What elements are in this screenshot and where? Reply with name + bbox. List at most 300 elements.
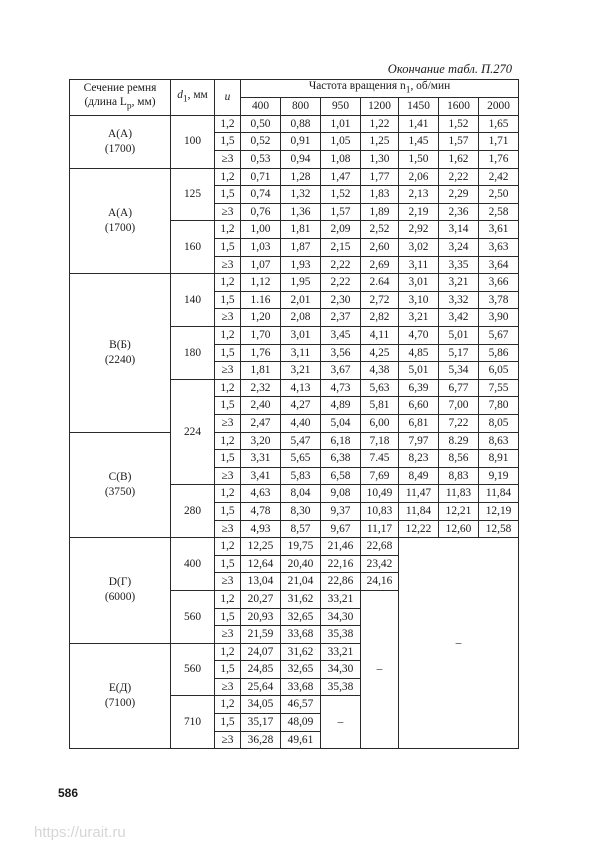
value-cell: 5,83 xyxy=(281,467,321,485)
value-cell: 2,42 xyxy=(479,168,519,186)
u-cell: 1,2 xyxy=(215,538,241,556)
header-d1-var: d xyxy=(177,88,183,101)
value-cell: 3,90 xyxy=(479,309,519,327)
value-cell: 8,23 xyxy=(399,450,439,468)
value-cell: 32,65 xyxy=(281,661,321,679)
value-cell: 6,77 xyxy=(439,379,479,397)
u-cell: ≥3 xyxy=(215,678,241,696)
value-cell: 3,64 xyxy=(479,256,519,274)
u-cell: ≥3 xyxy=(215,626,241,644)
value-cell: 1,05 xyxy=(321,133,361,151)
value-cell: 4,85 xyxy=(399,344,439,362)
u-cell: 1,2 xyxy=(215,221,241,239)
value-cell: 4,78 xyxy=(241,502,281,520)
u-cell: 1,2 xyxy=(215,274,241,292)
u-cell: ≥3 xyxy=(215,520,241,538)
value-cell: 25,64 xyxy=(241,678,281,696)
section-name: A(A) xyxy=(107,127,133,140)
header-u-var: u xyxy=(224,90,231,103)
value-cell: 11,47 xyxy=(399,485,439,503)
value-cell: 1,45 xyxy=(399,133,439,151)
value-cell: 2,36 xyxy=(439,203,479,221)
value-cell: 4,38 xyxy=(361,362,399,380)
value-cell: 7.45 xyxy=(361,450,399,468)
u-cell: 1,5 xyxy=(215,291,241,309)
freq-col: 950 xyxy=(321,98,361,116)
value-cell: 6,18 xyxy=(321,432,361,450)
value-cell: 12,58 xyxy=(479,520,519,538)
freq-col: 800 xyxy=(281,98,321,116)
value-cell: 48,09 xyxy=(281,714,321,732)
value-cell: 24,85 xyxy=(241,661,281,679)
value-cell: 34,30 xyxy=(321,608,361,626)
value-cell: 10,83 xyxy=(361,502,399,520)
freq-col: 2000 xyxy=(479,98,519,116)
u-cell: 1,5 xyxy=(215,555,241,573)
value-cell: 4,93 xyxy=(241,520,281,538)
value-cell: 4,25 xyxy=(361,344,399,362)
value-cell: 1,81 xyxy=(281,221,321,239)
value-cell: 0,91 xyxy=(281,133,321,151)
value-cell: 5,01 xyxy=(399,362,439,380)
u-cell: ≥3 xyxy=(215,151,241,169)
u-cell: 1,2 xyxy=(215,485,241,503)
value-cell: 22,86 xyxy=(321,573,361,591)
value-cell: 8,57 xyxy=(281,520,321,538)
value-cell: 21,04 xyxy=(281,573,321,591)
value-cell: 2.64 xyxy=(361,274,399,292)
value-cell: 10,49 xyxy=(361,485,399,503)
d1-cell: 180 xyxy=(171,327,215,380)
value-cell: 0,53 xyxy=(241,151,281,169)
value-cell: 3,66 xyxy=(479,274,519,292)
value-cell: 4,40 xyxy=(281,414,321,432)
value-cell: 33,21 xyxy=(321,643,361,661)
value-cell: 3,45 xyxy=(321,327,361,345)
value-cell: 1,03 xyxy=(241,239,281,257)
section-name: E(Д) xyxy=(108,681,132,694)
value-cell: 6,05 xyxy=(479,362,519,380)
value-cell: 46,57 xyxy=(281,696,321,714)
section-cell xyxy=(70,274,171,432)
value-cell: 12,60 xyxy=(439,520,479,538)
value-cell: 1,57 xyxy=(321,203,361,221)
value-cell: 1,25 xyxy=(361,133,399,151)
value-cell: 3,21 xyxy=(439,274,479,292)
section-length: (6000) xyxy=(104,591,136,604)
value-cell: 1,07 xyxy=(241,256,281,274)
belt-power-table xyxy=(69,79,519,749)
value-cell: 24,07 xyxy=(241,643,281,661)
header-frequency-label: Частота вращения n xyxy=(308,80,406,92)
value-cell: 0,94 xyxy=(281,151,321,169)
d1-cell: 560 xyxy=(171,643,215,696)
value-cell: 33,68 xyxy=(281,678,321,696)
u-cell: 1,5 xyxy=(215,502,241,520)
section-length: (1700) xyxy=(104,221,136,234)
value-cell: 5,01 xyxy=(439,327,479,345)
d1-cell: 224 xyxy=(171,379,215,485)
value-cell: 9,19 xyxy=(479,467,519,485)
section-name: C(B) xyxy=(108,470,132,483)
value-cell: 2,30 xyxy=(321,291,361,309)
header-section-sub: р xyxy=(126,101,132,112)
u-cell: 1,2 xyxy=(215,327,241,345)
value-cell: 2,08 xyxy=(281,309,321,327)
value-cell: 7,18 xyxy=(361,432,399,450)
d1-cell: 100 xyxy=(171,115,215,168)
value-cell: 11,17 xyxy=(361,520,399,538)
value-cell: 2,06 xyxy=(399,168,439,186)
header-section xyxy=(70,80,171,116)
value-cell: 3,67 xyxy=(321,362,361,380)
u-cell: 1,2 xyxy=(215,168,241,186)
u-cell: ≥3 xyxy=(215,414,241,432)
value-cell: 20,40 xyxy=(281,555,321,573)
u-cell: 1,2 xyxy=(215,432,241,450)
value-cell: 33,68 xyxy=(281,626,321,644)
value-cell: 24,16 xyxy=(361,573,399,591)
value-cell: 36,28 xyxy=(241,731,281,749)
section-length: (7100) xyxy=(104,696,136,709)
value-cell: 4,13 xyxy=(281,379,321,397)
value-cell: 1,00 xyxy=(241,221,281,239)
value-cell: 6,81 xyxy=(399,414,439,432)
value-cell: 8.29 xyxy=(439,432,479,450)
value-cell: 3,35 xyxy=(439,256,479,274)
value-cell: 12,22 xyxy=(399,520,439,538)
header-d1-end: , мм xyxy=(187,88,208,101)
section-name: D(Г) xyxy=(108,576,132,589)
value-cell: 13,04 xyxy=(241,573,281,591)
table-row xyxy=(70,432,519,450)
value-cell: 4,11 xyxy=(361,327,399,345)
value-cell: 2,01 xyxy=(281,291,321,309)
u-cell: ≥3 xyxy=(215,573,241,591)
value-cell: 1,28 xyxy=(281,168,321,186)
value-cell: 11,84 xyxy=(399,502,439,520)
value-cell: 0,88 xyxy=(281,115,321,133)
value-cell: 49,61 xyxy=(281,731,321,749)
value-cell: 31,62 xyxy=(281,643,321,661)
value-cell: 1,93 xyxy=(281,256,321,274)
value-cell: 6,38 xyxy=(321,450,361,468)
value-cell: 3,63 xyxy=(479,239,519,257)
u-cell: ≥3 xyxy=(215,203,241,221)
value-cell: 7,00 xyxy=(439,397,479,415)
table-row xyxy=(70,168,519,186)
value-cell: 8,30 xyxy=(281,502,321,520)
value-cell: 21,46 xyxy=(321,538,361,556)
freq-col: 400 xyxy=(241,98,281,116)
u-cell: 1,5 xyxy=(215,344,241,362)
freq-col: 1200 xyxy=(361,98,399,116)
value-cell: 1,76 xyxy=(479,151,519,169)
value-cell: 2,32 xyxy=(241,379,281,397)
value-cell: 5,81 xyxy=(361,397,399,415)
value-cell: 3,10 xyxy=(399,291,439,309)
empty-value-dash: – xyxy=(321,696,361,749)
value-cell: 1,76 xyxy=(241,344,281,362)
value-cell: 2,09 xyxy=(321,221,361,239)
value-cell: 3,14 xyxy=(439,221,479,239)
page-number: 586 xyxy=(58,786,79,800)
value-cell: 35,38 xyxy=(321,626,361,644)
value-cell: 4,63 xyxy=(241,485,281,503)
header-frequency xyxy=(241,80,519,98)
value-cell: 1,65 xyxy=(479,115,519,133)
value-cell: 8,91 xyxy=(479,450,519,468)
table-row xyxy=(70,115,519,133)
u-cell: ≥3 xyxy=(215,362,241,380)
value-cell: 21,59 xyxy=(241,626,281,644)
value-cell: 34,30 xyxy=(321,661,361,679)
value-cell: 12,64 xyxy=(241,555,281,573)
value-cell: 1.16 xyxy=(241,291,281,309)
value-cell: 2,13 xyxy=(399,186,439,204)
section-name: B(Б) xyxy=(109,338,131,351)
u-cell: 1,5 xyxy=(215,661,241,679)
value-cell: 8,05 xyxy=(479,414,519,432)
u-cell: 1,2 xyxy=(215,696,241,714)
value-cell: 34,05 xyxy=(241,696,281,714)
value-cell: 9,08 xyxy=(321,485,361,503)
u-cell: 1,5 xyxy=(215,133,241,151)
section-cell xyxy=(70,115,171,168)
d1-cell: 125 xyxy=(171,168,215,221)
value-cell: 7,55 xyxy=(479,379,519,397)
value-cell: 3,61 xyxy=(479,221,519,239)
value-cell: 2,22 xyxy=(321,256,361,274)
value-cell: 6,00 xyxy=(361,414,399,432)
value-cell: 5,63 xyxy=(361,379,399,397)
value-cell: 2,82 xyxy=(361,309,399,327)
empty-value-dash: – xyxy=(399,538,519,749)
u-cell: ≥3 xyxy=(215,309,241,327)
value-cell: 35,17 xyxy=(241,714,281,732)
value-cell: 35,38 xyxy=(321,678,361,696)
value-cell: 32,65 xyxy=(281,608,321,626)
value-cell: 4,89 xyxy=(321,397,361,415)
value-cell: 1,89 xyxy=(361,203,399,221)
value-cell: 11,84 xyxy=(479,485,519,503)
value-cell: 6,39 xyxy=(399,379,439,397)
value-cell: 1,87 xyxy=(281,239,321,257)
u-cell: 1,2 xyxy=(215,115,241,133)
header-d1 xyxy=(171,80,215,116)
header-d1-sub: 1 xyxy=(182,94,188,105)
value-cell: 5,86 xyxy=(479,344,519,362)
value-cell: 1,08 xyxy=(321,151,361,169)
value-cell: 23,42 xyxy=(361,555,399,573)
u-cell: 1,5 xyxy=(215,397,241,415)
value-cell: 3,32 xyxy=(439,291,479,309)
u-cell: 1,2 xyxy=(215,379,241,397)
value-cell: 1,77 xyxy=(361,168,399,186)
u-cell: 1,5 xyxy=(215,186,241,204)
value-cell: 5,67 xyxy=(479,327,519,345)
value-cell: 1,62 xyxy=(439,151,479,169)
empty-value-dash: – xyxy=(361,590,399,748)
d1-cell: 280 xyxy=(171,485,215,538)
value-cell: 1,70 xyxy=(241,327,281,345)
header-u xyxy=(215,80,241,116)
d1-cell: 560 xyxy=(171,590,215,643)
value-cell: 20,93 xyxy=(241,608,281,626)
section-length: (2240) xyxy=(104,353,136,366)
section-cell xyxy=(70,168,171,274)
value-cell: 5,04 xyxy=(321,414,361,432)
value-cell: 7,69 xyxy=(361,467,399,485)
value-cell: 1,57 xyxy=(439,133,479,151)
value-cell: 1,83 xyxy=(361,186,399,204)
u-cell: 1,5 xyxy=(215,450,241,468)
value-cell: 1,71 xyxy=(479,133,519,151)
table-row xyxy=(70,274,519,292)
value-cell: 3,41 xyxy=(241,467,281,485)
value-cell: 2,72 xyxy=(361,291,399,309)
value-cell: 8,04 xyxy=(281,485,321,503)
value-cell: 0,71 xyxy=(241,168,281,186)
value-cell: 20,27 xyxy=(241,590,281,608)
u-cell: ≥3 xyxy=(215,256,241,274)
freq-col: 1600 xyxy=(439,98,479,116)
header-section-end: , мм) xyxy=(131,96,156,109)
value-cell: 1,30 xyxy=(361,151,399,169)
value-cell: 4,73 xyxy=(321,379,361,397)
header-frequency-end: , об/мин xyxy=(410,80,451,92)
table-caption: Окончание табл. П.270 xyxy=(387,62,512,76)
value-cell: 2,52 xyxy=(361,221,399,239)
value-cell: 2,29 xyxy=(439,186,479,204)
value-cell: 1,52 xyxy=(439,115,479,133)
value-cell: 8,49 xyxy=(399,467,439,485)
value-cell: 31,62 xyxy=(281,590,321,608)
value-cell: 1,52 xyxy=(321,186,361,204)
value-cell: 2,40 xyxy=(241,397,281,415)
section-cell xyxy=(70,432,171,538)
value-cell: 2,47 xyxy=(241,414,281,432)
value-cell: 2,92 xyxy=(399,221,439,239)
value-cell: 5,65 xyxy=(281,450,321,468)
value-cell: 3,42 xyxy=(439,309,479,327)
value-cell: 2,19 xyxy=(399,203,439,221)
value-cell: 2,58 xyxy=(479,203,519,221)
section-length: (1700) xyxy=(104,142,136,155)
value-cell: 3,20 xyxy=(241,432,281,450)
value-cell: 6,58 xyxy=(321,467,361,485)
section-cell xyxy=(70,643,171,749)
section-name: A(A) xyxy=(107,206,133,219)
value-cell: 3,78 xyxy=(479,291,519,309)
section-cell xyxy=(70,538,171,644)
value-cell: 1,36 xyxy=(281,203,321,221)
value-cell: 3,21 xyxy=(399,309,439,327)
header-section-label: Сечение ремня (длина L xyxy=(83,82,157,109)
section-length: (3750) xyxy=(104,485,136,498)
value-cell: 2,22 xyxy=(321,274,361,292)
d1-cell: 140 xyxy=(171,274,215,327)
value-cell: 5,47 xyxy=(281,432,321,450)
value-cell: 12,25 xyxy=(241,538,281,556)
value-cell: 2,15 xyxy=(321,239,361,257)
value-cell: 12,19 xyxy=(479,502,519,520)
value-cell: 1,12 xyxy=(241,274,281,292)
value-cell: 3,56 xyxy=(321,344,361,362)
value-cell: 9,67 xyxy=(321,520,361,538)
value-cell: 0,74 xyxy=(241,186,281,204)
value-cell: 3,01 xyxy=(399,274,439,292)
value-cell: 1,01 xyxy=(321,115,361,133)
value-cell: 3,02 xyxy=(399,239,439,257)
value-cell: 3,31 xyxy=(241,450,281,468)
value-cell: 2,50 xyxy=(479,186,519,204)
value-cell: 12,21 xyxy=(439,502,479,520)
value-cell: 1,20 xyxy=(241,309,281,327)
u-cell: 1,5 xyxy=(215,714,241,732)
value-cell: 3,21 xyxy=(281,362,321,380)
freq-col: 1450 xyxy=(399,98,439,116)
value-cell: 9,37 xyxy=(321,502,361,520)
value-cell: 7,80 xyxy=(479,397,519,415)
u-cell: 1,2 xyxy=(215,590,241,608)
value-cell: 3,11 xyxy=(281,344,321,362)
value-cell: 6,60 xyxy=(399,397,439,415)
value-cell: 1,95 xyxy=(281,274,321,292)
source-watermark[interactable]: https://urait.ru xyxy=(34,824,126,841)
value-cell: 1,22 xyxy=(361,115,399,133)
header-frequency-sub: 1 xyxy=(405,85,411,96)
d1-cell: 400 xyxy=(171,538,215,591)
value-cell: 1,50 xyxy=(399,151,439,169)
value-cell: 0,50 xyxy=(241,115,281,133)
value-cell: 0,52 xyxy=(241,133,281,151)
value-cell: 0,76 xyxy=(241,203,281,221)
u-cell: 1,5 xyxy=(215,608,241,626)
u-cell: 1,5 xyxy=(215,239,241,257)
value-cell: 7,97 xyxy=(399,432,439,450)
d1-cell: 160 xyxy=(171,221,215,274)
d1-cell: 710 xyxy=(171,696,215,749)
value-cell: 8,63 xyxy=(479,432,519,450)
value-cell: 4,70 xyxy=(399,327,439,345)
value-cell: 1,47 xyxy=(321,168,361,186)
value-cell: 1,41 xyxy=(399,115,439,133)
value-cell: 3,24 xyxy=(439,239,479,257)
value-cell: 22,16 xyxy=(321,555,361,573)
value-cell: 8,83 xyxy=(439,467,479,485)
value-cell: 5,34 xyxy=(439,362,479,380)
value-cell: 2,37 xyxy=(321,309,361,327)
value-cell: 1,81 xyxy=(241,362,281,380)
u-cell: 1,2 xyxy=(215,643,241,661)
value-cell: 11,83 xyxy=(439,485,479,503)
value-cell: 7,22 xyxy=(439,414,479,432)
value-cell: 19,75 xyxy=(281,538,321,556)
value-cell: 3,01 xyxy=(281,327,321,345)
value-cell: 22,68 xyxy=(361,538,399,556)
u-cell: ≥3 xyxy=(215,731,241,749)
value-cell: 2,22 xyxy=(439,168,479,186)
u-cell: ≥3 xyxy=(215,467,241,485)
value-cell: 33,21 xyxy=(321,590,361,608)
table-row xyxy=(70,538,519,556)
value-cell: 8,56 xyxy=(439,450,479,468)
value-cell: 2,69 xyxy=(361,256,399,274)
value-cell: 5,17 xyxy=(439,344,479,362)
value-cell: 2,60 xyxy=(361,239,399,257)
value-cell: 1,32 xyxy=(281,186,321,204)
